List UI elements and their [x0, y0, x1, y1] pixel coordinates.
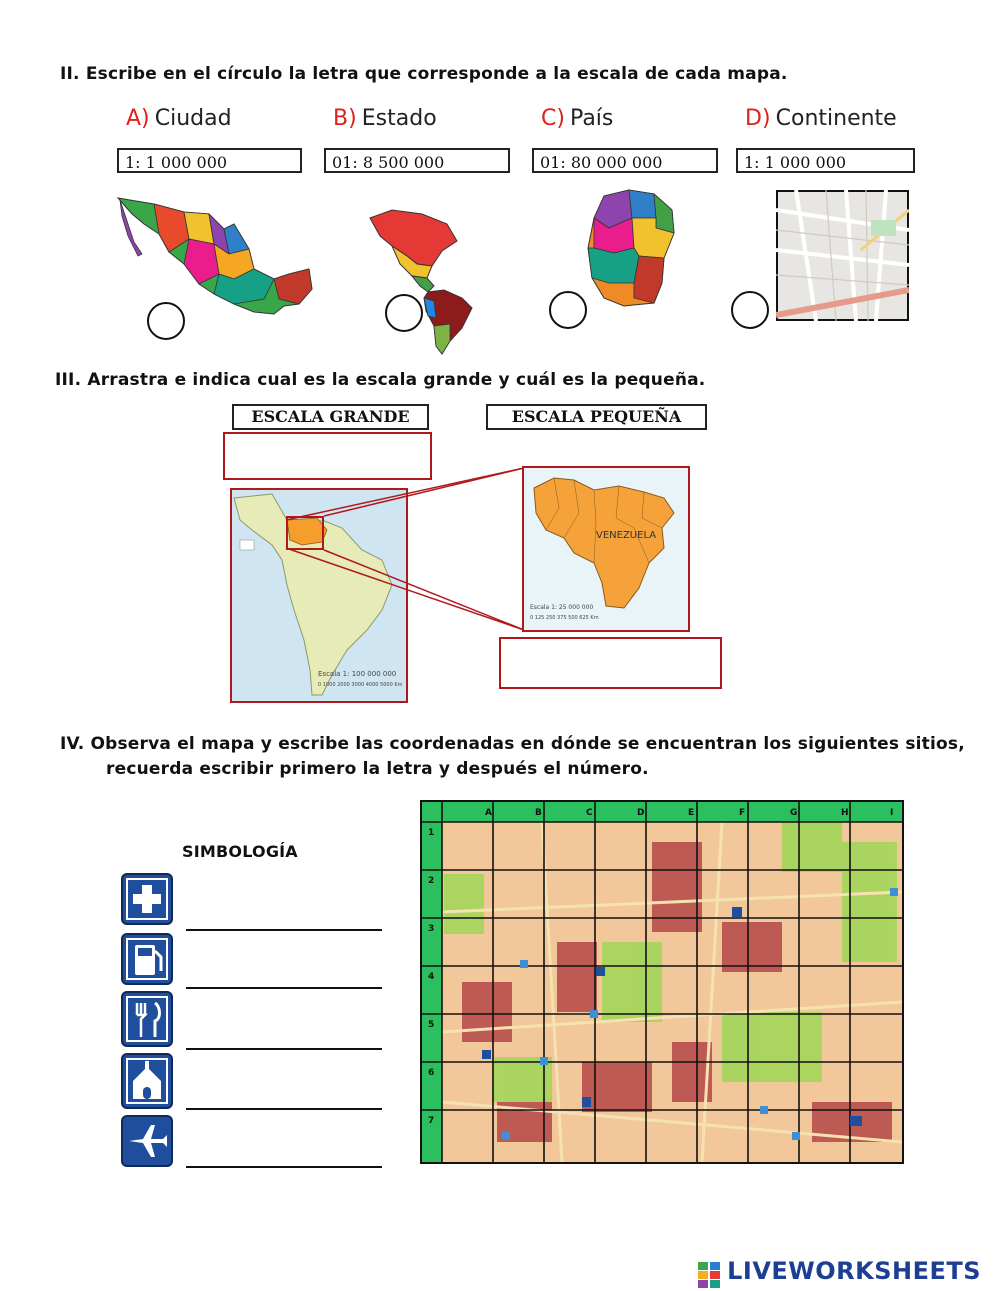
symbology-title: SIMBOLOGÍA — [182, 842, 298, 861]
category-name: Continente — [775, 106, 897, 131]
restaurant-icon — [121, 991, 173, 1047]
grid-row-6: 6 — [428, 1068, 435, 1078]
grid-col-h: H — [841, 808, 849, 818]
airport-icon — [121, 1115, 173, 1167]
section-4-title-line2: recuerda escribir primero la letra y después el número. — [106, 759, 649, 779]
category-name: País — [570, 106, 614, 131]
grid-city-map — [420, 800, 904, 1164]
grid-map-canvas — [422, 802, 902, 1162]
zoom-map-scale-ticks: 0 125 250 375 500 625 Km — [530, 615, 599, 621]
grid-hospital-icon — [596, 967, 605, 976]
label-escala-grande[interactable]: ESCALA GRANDE — [232, 404, 429, 430]
category-name: Estado — [361, 106, 437, 131]
hospital-icon — [121, 873, 173, 925]
grid-row-4: 4 — [428, 972, 435, 982]
category-letter: C) — [541, 106, 565, 131]
grid-col-g: G — [790, 808, 798, 818]
category-letter: D) — [745, 106, 771, 131]
grid-col-d: D — [637, 808, 645, 818]
answer-line-church[interactable] — [186, 1106, 382, 1110]
category-letter: A) — [126, 106, 150, 131]
answer-line-restaurant[interactable] — [186, 1046, 382, 1050]
grid-col-a: A — [485, 808, 492, 818]
large-map-scale-label: Escala 1: 100 000 000 — [318, 670, 397, 678]
scale-box-b: 01: 8 500 000 — [324, 148, 510, 173]
section-3-title: III. Arrastra e indica cual es la escala grande y cuál es la pequeña. — [55, 370, 706, 390]
grid-restaurant-icon — [582, 1097, 591, 1107]
grid-gas-station-icon — [482, 1050, 491, 1059]
category-letter: B) — [333, 106, 357, 131]
grid-col-e: E — [688, 808, 695, 818]
grid-col-f: F — [739, 808, 746, 818]
grid-row-2: 2 — [428, 876, 435, 886]
grid-row-3: 3 — [428, 924, 435, 934]
church-icon — [121, 1053, 173, 1109]
large-map-scale-ticks: 0 1000 2000 3000 4000 5000 Km — [318, 682, 403, 688]
liveworksheets-logo-icon — [698, 1262, 722, 1288]
grid-col-i: I — [890, 808, 894, 818]
section-4-title-line1: IV. Observa el mapa y escribe las coordenadas en dónde se encuentran los siguientes sitios, — [60, 734, 965, 754]
venezuela-map — [522, 466, 690, 632]
label-escala-pequena[interactable]: ESCALA PEQUEÑA — [486, 404, 707, 430]
section-2-title: II. Escribe en el círculo la letra que corresponde a la escala de cada mapa. — [60, 64, 788, 84]
grid-col-b: B — [535, 808, 542, 818]
grid-col-c: C — [586, 808, 593, 818]
grid-airport-icon — [850, 1116, 862, 1126]
venezuela-title: VENEZUELA — [596, 530, 657, 541]
grid-row-7: 7 — [428, 1116, 435, 1126]
scale-box-d: 1: 1 000 000 — [736, 148, 915, 173]
zoom-map-scale-label: Escala 1: 25 000 000 — [530, 604, 594, 611]
answer-line-hospital[interactable] — [186, 927, 382, 931]
category-name: Ciudad — [154, 106, 232, 131]
brand-name: LIVEWORKSHEETS — [727, 1257, 982, 1285]
gas-station-icon — [121, 933, 173, 985]
grid-row-5: 5 — [428, 1020, 435, 1030]
liveworksheets-logo — [698, 1257, 981, 1288]
answer-line-gas-station[interactable] — [186, 985, 382, 989]
answer-line-airport[interactable] — [186, 1164, 382, 1168]
scale-box-c: 01: 80 000 000 — [532, 148, 718, 173]
grid-church-icon — [732, 907, 742, 917]
grid-row-1: 1 — [428, 828, 435, 838]
scale-box-a: 1: 1 000 000 — [117, 148, 302, 173]
